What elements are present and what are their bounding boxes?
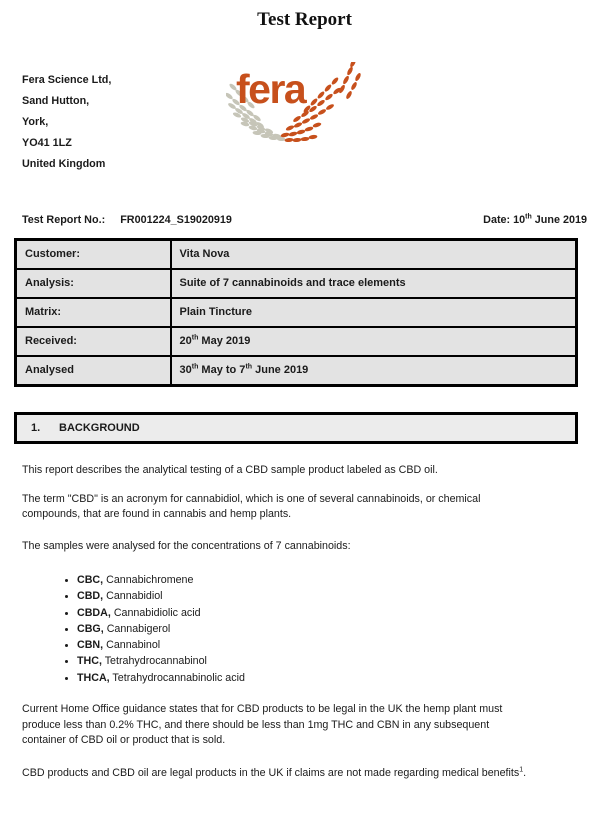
list-item: • CBD, Cannabidiol (77, 588, 609, 604)
text-line: produce less than 0.2% THC, and there should be less than 1mg THC and CBN in any subsequent (22, 718, 490, 731)
table-row-customer (16, 240, 577, 270)
list-item: • CBC, Cannabichromene (77, 572, 609, 588)
report-date: Date: 10th June 2019 (483, 213, 587, 226)
row-value: Vita Nova (171, 240, 577, 270)
paragraph-intro: This report describes the analytical testing of a CBD sample product labeled as CBD oil. (22, 464, 438, 476)
table-row-analysed (16, 356, 577, 386)
list-item: • CBG, Cannabigerol (77, 621, 609, 637)
paragraph-cbd-definition (22, 492, 609, 523)
report-number (22, 213, 232, 227)
cannabinoid-list (22, 572, 609, 686)
report-number-value: FR001224_S19020919 (120, 214, 232, 226)
paragraph-home-office-guidance (22, 702, 609, 749)
fera-logo-text: fera (236, 66, 306, 112)
table-row-received (16, 327, 577, 356)
row-label: Analysed (16, 356, 171, 386)
section-title: BACKGROUND (59, 422, 140, 434)
table-row-matrix (16, 298, 577, 327)
address-line: York, (22, 116, 49, 128)
row-value: 20th May 2019 (171, 327, 577, 356)
list-item: • CBDA, Cannabidiolic acid (77, 605, 609, 621)
section-number: 1. (31, 422, 41, 434)
address-line: United Kingdom (22, 158, 106, 170)
report-header (0, 66, 609, 206)
text-line: Current Home Office guidance states that for CBD products to be legal in the UK the hemp plant must (22, 703, 503, 716)
address-line: YO41 1LZ (22, 137, 72, 149)
report-meta-row (22, 213, 587, 227)
section-heading-background (14, 412, 578, 444)
address-line: Fera Science Ltd, (22, 74, 112, 86)
address-line: Sand Hutton, (22, 95, 90, 107)
page-title: Test Report (257, 9, 352, 30)
paragraph-samples-analysed: The samples were analysed for the concentrations of 7 cannabinoids: (22, 539, 351, 552)
row-label: Analysis: (16, 269, 171, 298)
row-value: Plain Tincture (171, 298, 577, 327)
fera-logo (226, 62, 378, 148)
row-label: Matrix: (16, 298, 171, 327)
row-label: Received: (16, 327, 171, 356)
sample-info-table (14, 238, 578, 387)
row-label: Customer: (16, 240, 171, 270)
row-value: 30th May to 7th June 2019 (171, 356, 577, 386)
text-line: compounds, that are found in cannabis and hemp plants. (22, 508, 292, 520)
table-row-analysis (16, 269, 577, 298)
report-number-label: Test Report No.: (22, 214, 106, 226)
list-item: • THCA, Tetrahydrocannabinolic acid (77, 670, 609, 686)
text-line: container of CBD oil or product that is sold. (22, 734, 226, 747)
row-value: Suite of 7 cannabinoids and trace elements (171, 269, 577, 298)
list-item: • CBN, Cannabinol (77, 637, 609, 653)
footnote-reference: 1 (519, 766, 524, 774)
paragraph-legality: CBD products and CBD oil are legal products in the UK if claims are not made regarding medical benefits$^1$. (22, 766, 527, 779)
list-item: • THC, Tetrahydrocannabinol (77, 653, 609, 669)
text-line: The term "CBD" is an acronym for cannabidiol, which is one of several cannabinoids, or chemical (22, 492, 481, 505)
